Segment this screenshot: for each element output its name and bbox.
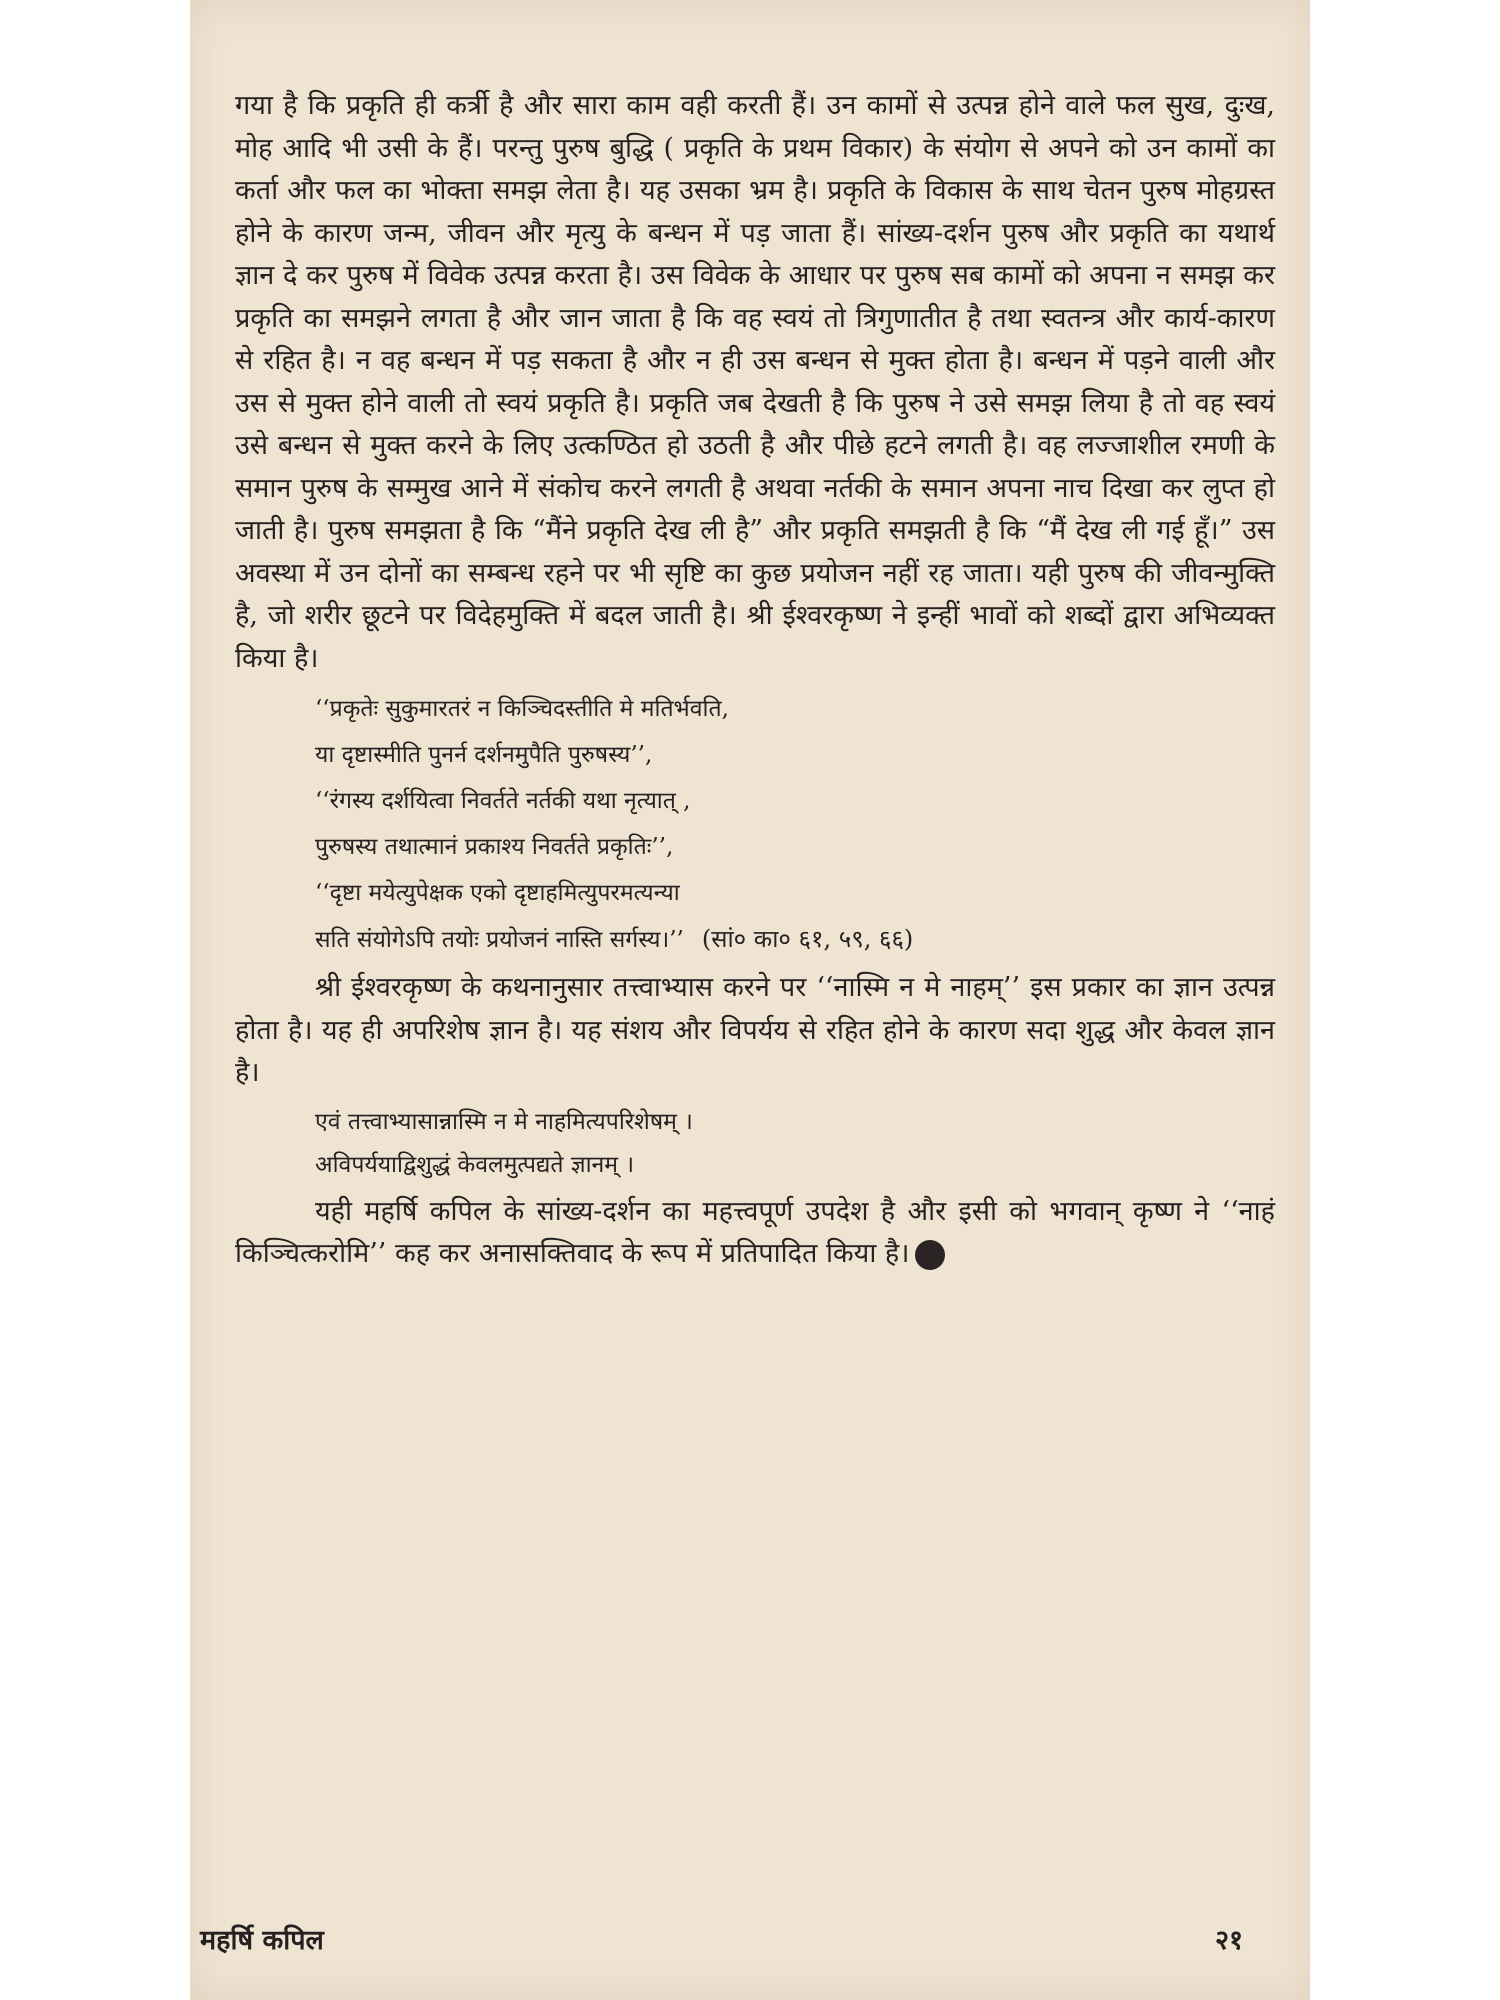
verse-line: ‘‘दृष्टा मयेत्युपेक्षक एको दृष्टाहमित्युपरमत्यन्या (315, 880, 680, 906)
paragraph-conclusion-text: यही महर्षि कपिल के सांख्य-दर्शन का महत्त्वपूर्ण उपदेश है और इसी को भगवान् कृष्ण ने ‘‘नाहं किञ्चित्करोमि’’ कह कर अनासक्तिवाद के रूप में प्रतिपादित किया है। (235, 1195, 1275, 1269)
paragraph-main: गया है कि प्रकृति ही कर्त्री है और सारा काम वही करती हैं। उन कामों से उत्पन्न होने वाले फल सुख, दुःख, मोह आदि भी उसी के हैं। परन्तु पुरुष बुद्धि ( प्रकृति के प्रथम विकार) के संयोग से अपने को उन कामों का कर्ता और फल का भोक्ता समझ लेता है। यह उसका भ्रम है। प्रकृति के विकास के साथ चेतन पुरुष मोहग्रस्त होने के कारण जन्म, जीवन और मृत्यु के बन्धन में पड़ जाता हैं। सांख्य-दर्शन पुरुष और प्रकृति का यथार्थ ज्ञान दे कर पुरुष में विवेक उत्पन्न करता है। उस विवेक के आधार पर पुरुष सब कामों को अपना न समझ कर प्रकृति का समझने लगता है और जान जाता है कि वह स्वयं तो त्रिगुणातीत है तथा स्वतन्त्र और कार्य-कारण से रहित है। न वह बन्धन में पड़ सकता है और न ही उस बन्धन से मुक्त होता है। बन्धन में पड़ने वाली और उस से मुक्त होने वाली तो स्वयं प्रकृति है। प्रकृति जब देखती है कि पुरुष ने उसे समझ लिया है तो वह स्वयं उसे बन्धन से मुक्त करने के लिए उत्कण्ठित हो उठती है और पीछे हटने लगती है। वह लज्जाशील रमणी के समान पुरुष के सम्मुख आने में संकोच करने लगती है अथवा नर्तकी के समान अपना नाच दिखा कर लुप्त हो जाती है। पुरुष समझता है कि “मैंने प्रकृति देख ली है” और प्रकृति समझती है कि “मैं देख ली गई हूँ।” उस अवस्था में उन दोनों का सम्बन्ध रहने पर भी सृष्टि का कुछ प्रयोजन नहीं रह जाता। यही पुरुष की जीवन्मुक्ति है, जो शरीर छूटने पर विदेहमुक्ति में बदल जाती है। श्री ईश्वरकृष्ण ने इन्हीं भावों को शब्दों द्वारा अभिव्यक्त किया है। (235, 90, 1275, 674)
end-ornament-icon (915, 1240, 945, 1270)
verse-line: अविपर्ययाद्विशुद्धं केवलमुत्पद्यते ज्ञानम् । (315, 1151, 635, 1178)
paragraph-ishvarakrishna: श्री ईश्वरकृष्ण के कथनानुसार तत्त्वाभ्यास करने पर ‘‘नास्मि न मे नाहम्’’ इस प्रकार का ज्ञान उत्पन्न होता है। यह ही अपरिशेष ज्ञान है। यह संशय और विपर्यय से रहित होने के कारण सदा शुद्ध और केवल ज्ञान है। (235, 972, 1275, 1088)
verse-reference: (सां० का० ६१, ५९, ६६) (701, 925, 914, 953)
verse-line: एवं तत्त्वाभ्यासान्नास्मि न मे नाहमित्यपरिशेषम् । (315, 1108, 693, 1135)
paragraph-conclusion (235, 1191, 1275, 1276)
verse-line-last (315, 916, 1275, 963)
page-body (235, 85, 1275, 1276)
page-number: २१ (1215, 1925, 1244, 1956)
verse-line: ‘‘रंगस्य दर्शयित्वा निवर्तते नर्तकी यथा नृत्यात् , (315, 788, 691, 814)
verse-block-second (315, 1101, 1275, 1187)
verse-line: पुरुषस्य तथात्मानं प्रकाश्य निवर्तते प्रकृतिः’’, (315, 834, 674, 860)
verse-line: ‘‘प्रकृतेः सुकुमारतरं न किञ्चिदस्तीति मे मतिर्भवति, (315, 696, 729, 722)
running-footer-title: महर्षि कपिल (200, 1925, 324, 1956)
verse-line-text: सति संयोगेऽपि तयोः प्रयोजनं नास्ति सर्गस्य।’’ (315, 927, 684, 953)
verse-block-karika (315, 686, 1275, 963)
verse-line: या दृष्टास्मीति पुनर्न दर्शनमुपैति पुरुषस्य’’, (315, 742, 653, 768)
